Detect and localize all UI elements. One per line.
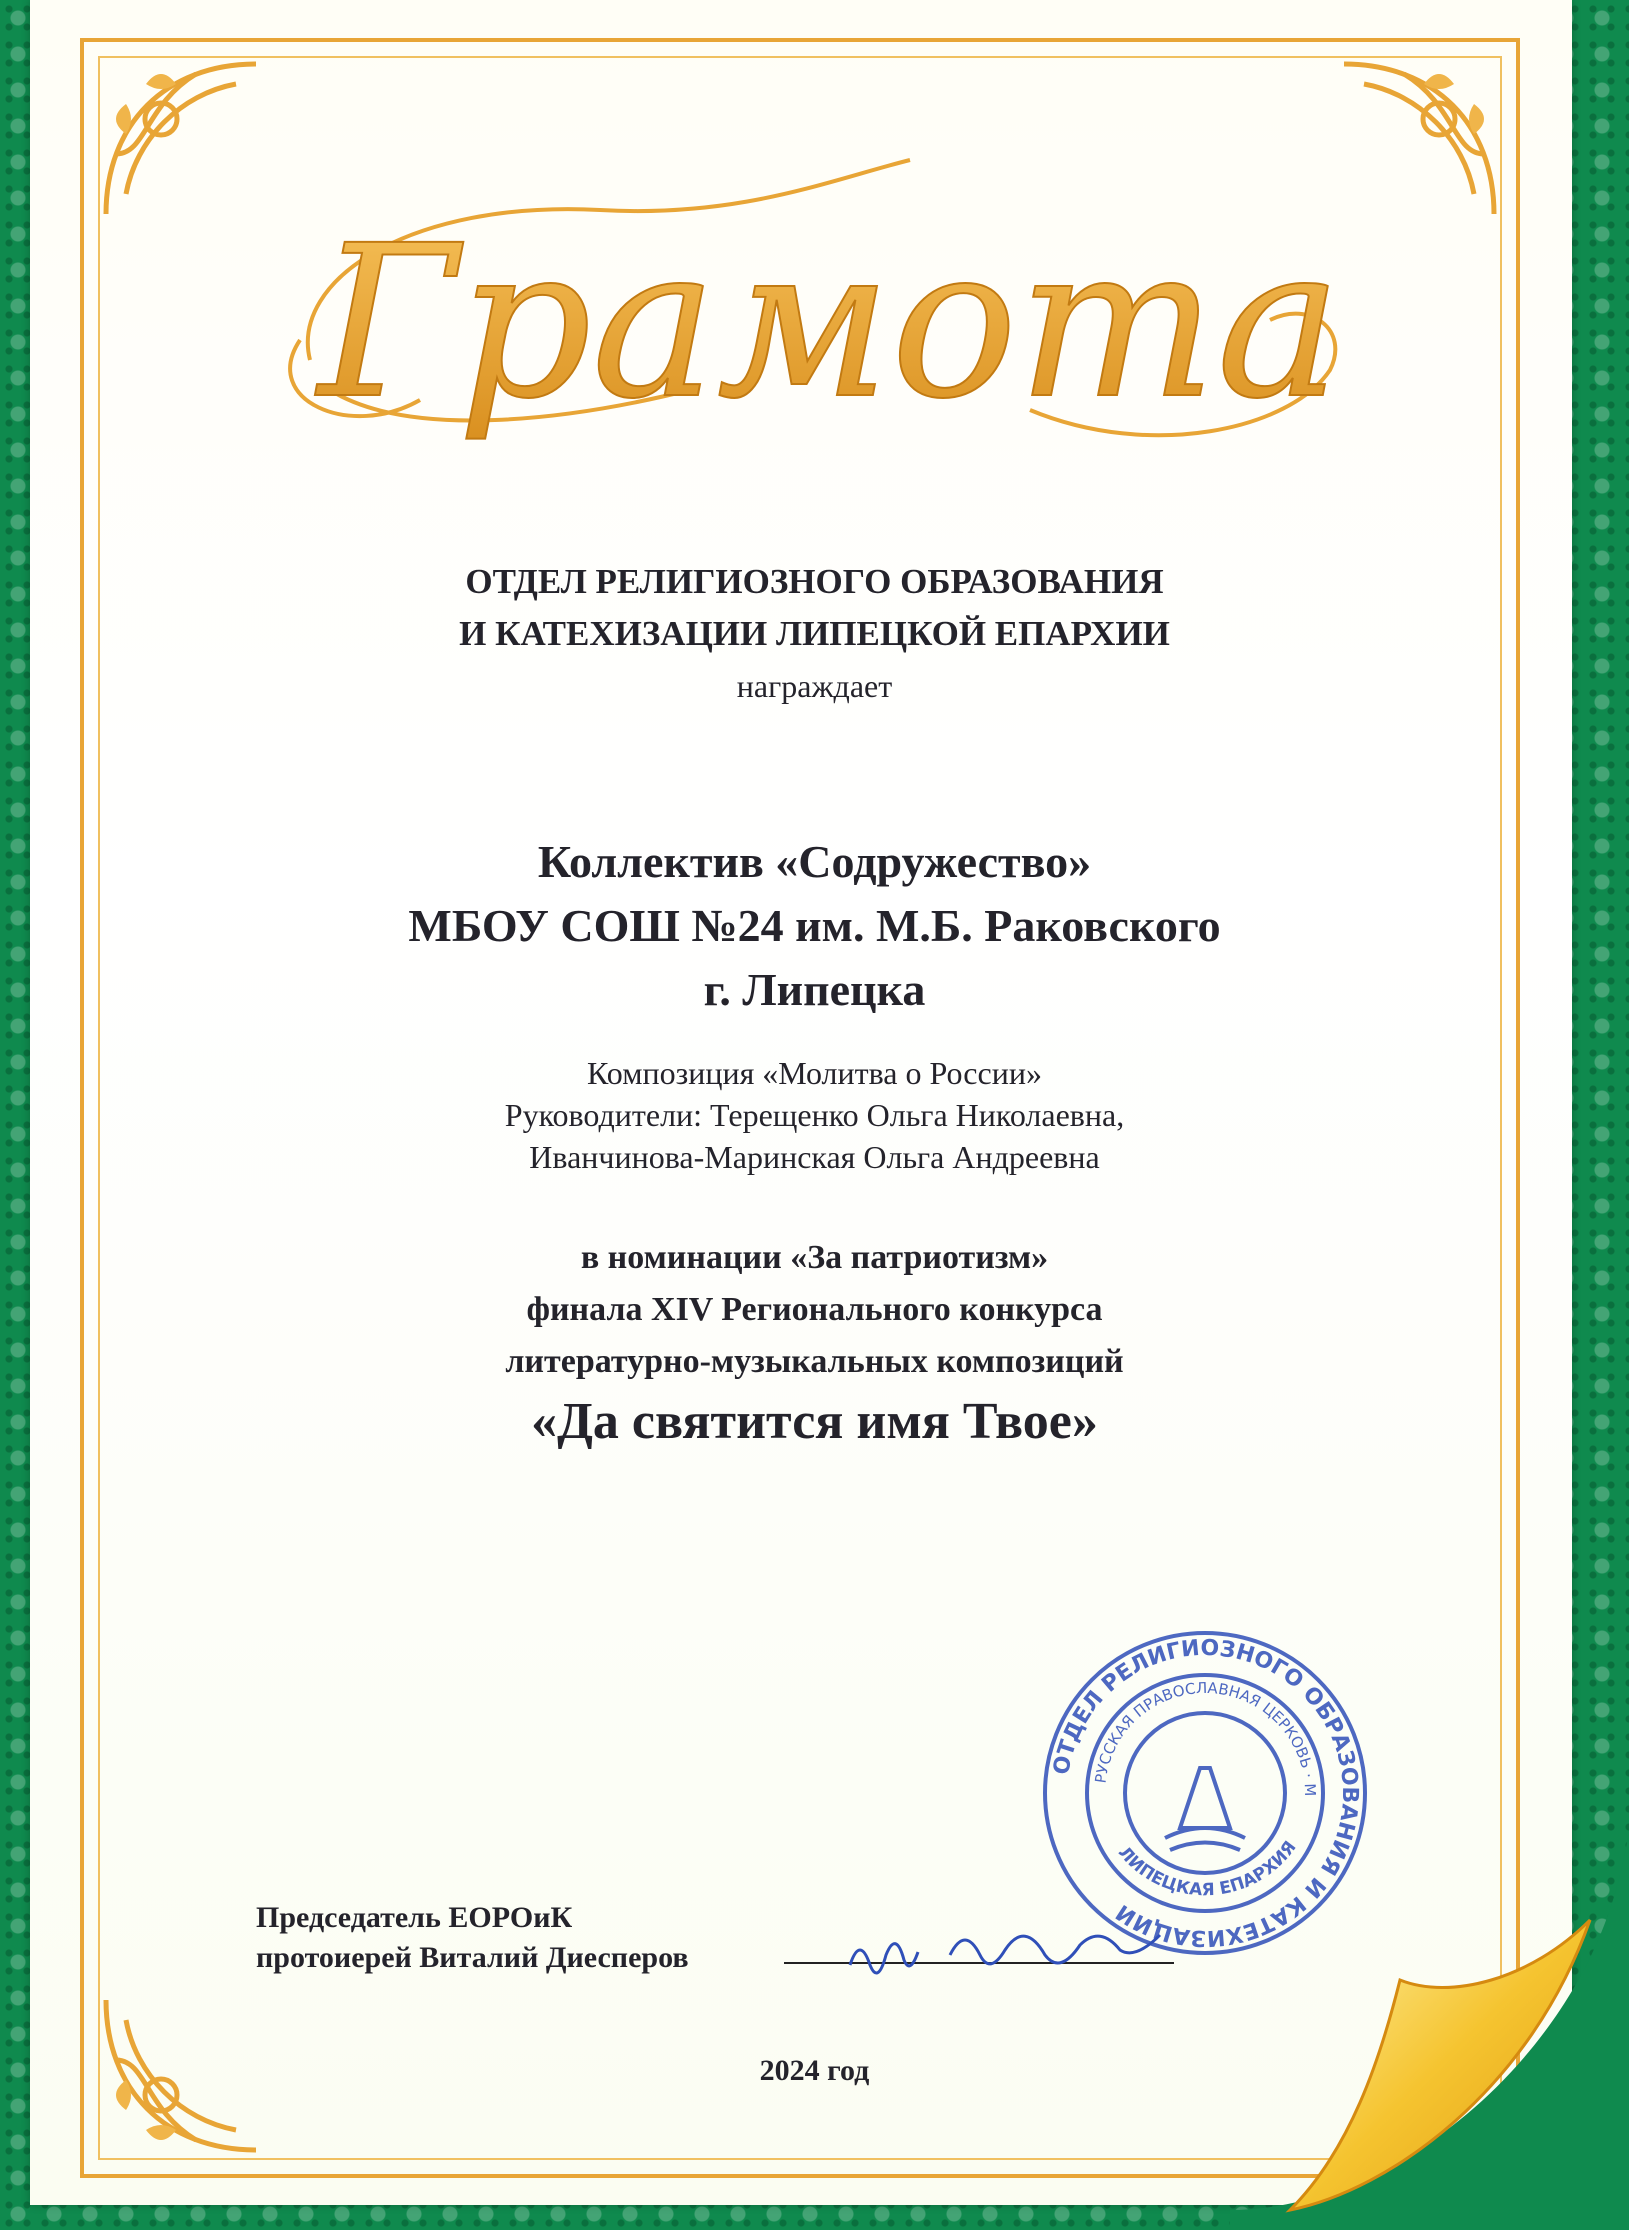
issuer-line: ОТДЕЛ РЕЛИГИОЗНОГО ОБРАЗОВАНИЯ (465, 562, 1164, 601)
nomination-line: литературно-музыкальных композиций (505, 1343, 1124, 1380)
issuer-block (0, 556, 1629, 660)
leaders-line: Иванчинова-Маринская Ольга Андреевна (529, 1139, 1100, 1175)
recipient-line: г. Липецка (703, 964, 926, 1015)
certificate-title (270, 140, 1360, 500)
stamp-outer-text: ОТДЕЛ РЕЛИГИОЗНОГО ОБРАЗОВАНИЯ И КАТЕХИЗАЦИИ (1049, 1635, 1363, 1951)
contest-name: «Да святится имя Твое» (531, 1393, 1098, 1450)
nomination-line: в номинации «За патриотизм» (580, 1239, 1049, 1276)
handwritten-signature (840, 1915, 1220, 1985)
awards-word: награждает (736, 668, 893, 704)
nomination-line: финала XIV Регионального конкурса (526, 1291, 1103, 1328)
year: 2024 год (759, 2054, 870, 2087)
stamp-bottom-text: ЛИПЕЦКАЯ ЕПАРХИЯ (1114, 1837, 1301, 1901)
signatory-name: протоиерей Виталий Диесперов (256, 1941, 689, 1974)
issuer-line: И КАТЕХИЗАЦИИ ЛИПЕЦКОЙ ЕПАРХИИ (459, 614, 1170, 653)
page-curl-decoration (1230, 1830, 1629, 2230)
signatory-title: Председатель ЕОРОиК (256, 1901, 573, 1934)
recipient-block (0, 830, 1629, 1022)
nomination-block (0, 1232, 1629, 1388)
recipient-line: МБОУ СОШ №24 им. М.Б. Раковского (408, 900, 1221, 951)
corner-ornament-icon (86, 44, 276, 234)
recipient-line: Коллектив «Содружество» (537, 836, 1092, 887)
composition-title: Композиция «Молитва о России» (587, 1055, 1042, 1091)
certificate-title-text: Грамота (318, 200, 1342, 445)
stamp-inner-text: РУССКАЯ ПРАВОСЛАВНАЯ ЦЕРКОВЬ · М (1091, 1678, 1320, 1797)
leaders-line: Руководители: Терещенко Ольга Николаевна, (504, 1097, 1125, 1133)
signature-block (256, 1898, 689, 1978)
composition-block (0, 1052, 1629, 1178)
